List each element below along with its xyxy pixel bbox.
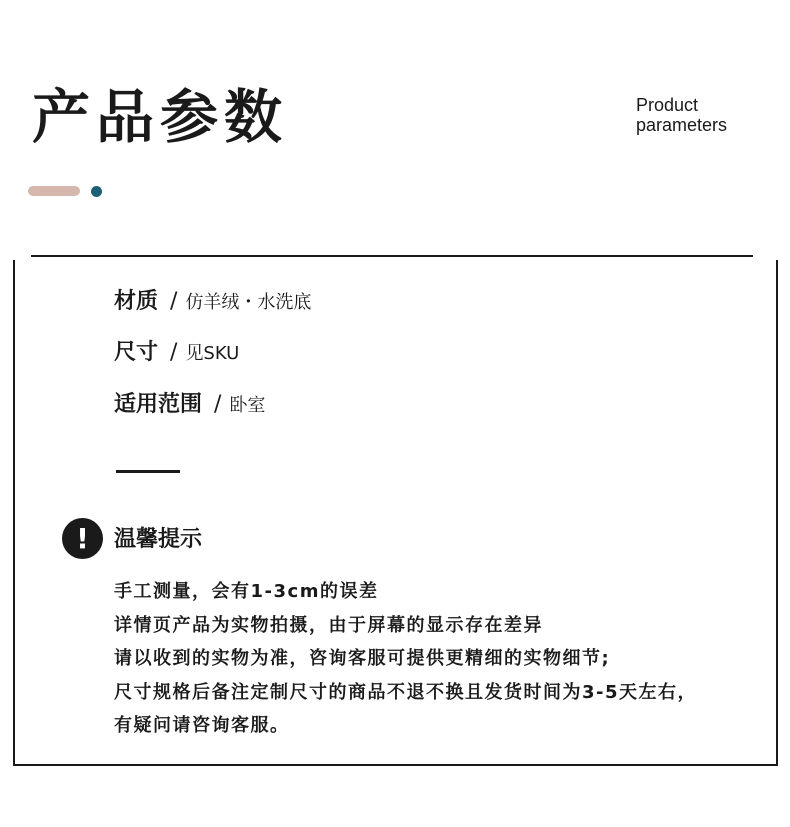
decorative-pill xyxy=(28,186,80,196)
param-value: 卧室 xyxy=(229,395,266,416)
param-separator: / xyxy=(214,392,222,417)
notice-line: 手工测量，会有1-3cm的误差 xyxy=(114,581,379,602)
notice-line: 请以收到的实物为准，咨询客服可提供更精细的实物细节; xyxy=(114,648,611,669)
notice-line: 有疑问请咨询客服。 xyxy=(114,715,290,736)
notice-title: 温馨提示 xyxy=(114,527,203,552)
page-title: 产品参数 xyxy=(32,83,289,151)
param-row-usage xyxy=(114,387,265,418)
subtitle-en-line-2: parameters xyxy=(636,115,728,135)
param-label: 尺寸 xyxy=(114,340,159,365)
param-value: 见SKU xyxy=(185,343,240,364)
notice-body xyxy=(114,575,697,743)
page-subtitle-en xyxy=(636,95,727,135)
param-value: 仿羊绒・水洗底 xyxy=(185,292,312,313)
decorative-dot xyxy=(91,186,102,197)
exclamation-circle-icon: ! xyxy=(62,518,103,559)
param-label: 材质 xyxy=(114,289,159,314)
param-row-material xyxy=(114,284,311,315)
notice-line: 详情页产品为实物拍摄，由于屏幕的显示存在差异 xyxy=(114,614,543,636)
notice-line: 尺寸规格后备注定制尺寸的商品不退不换且发货时间为3-5天左右， xyxy=(114,681,698,703)
param-separator: / xyxy=(170,289,178,314)
param-label: 适用范围 xyxy=(114,392,203,417)
param-separator: / xyxy=(170,340,178,365)
subtitle-en-line-1: Product xyxy=(636,95,699,115)
section-divider xyxy=(116,470,180,473)
top-divider xyxy=(31,255,753,257)
param-row-size xyxy=(114,335,239,366)
